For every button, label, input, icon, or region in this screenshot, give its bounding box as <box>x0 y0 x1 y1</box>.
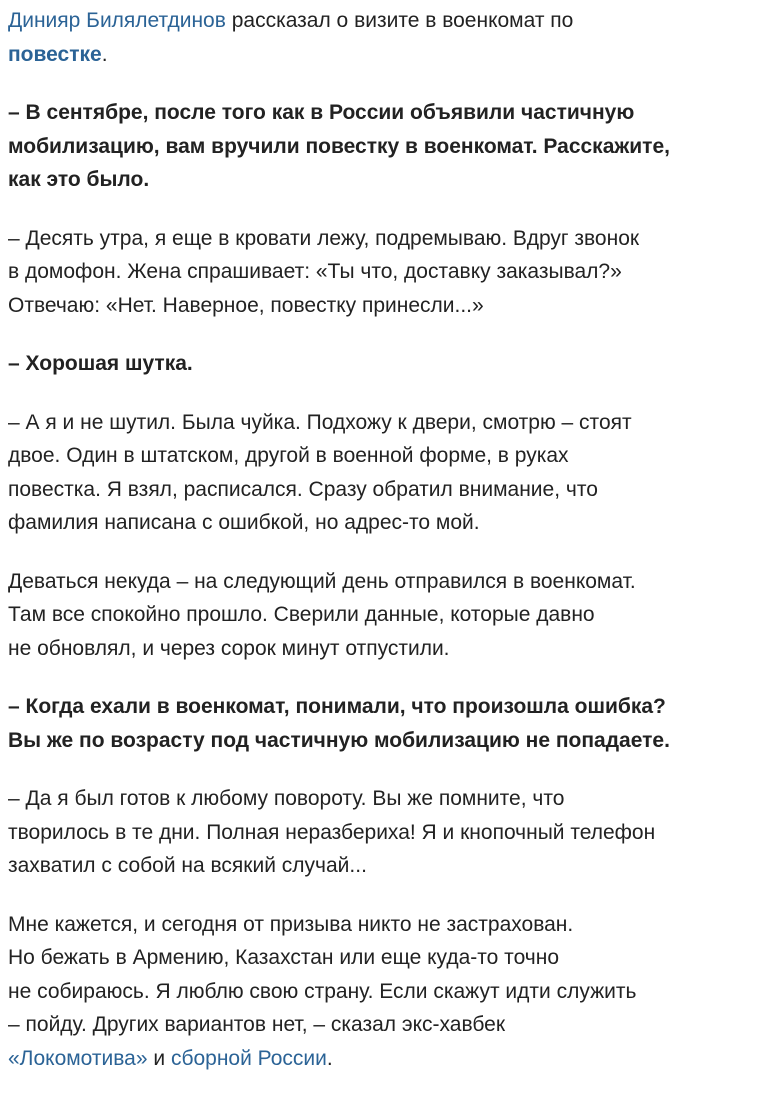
text-line: повестка. Я взял, расписался. Сразу обратил внимание, что <box>8 477 598 501</box>
text-line: творилось в те дни. Полная неразбериха! Я и кнопочный телефон <box>8 820 656 844</box>
text-line: Там все спокойно прошло. Сверили данные, которые давно <box>8 603 595 626</box>
text-line: – Когда ехали в военкомат, понимали, что произошла ошибка? <box>8 695 666 718</box>
closing-line: Мне кажется, и сегодня от призыва никто не застрахован. <box>8 912 574 936</box>
text-line: – Хорошая шутка. <box>8 352 193 375</box>
closing-line: – пойду. Других вариантов нет, – сказал экс-хавбек <box>8 1013 506 1036</box>
national-team-link[interactable]: сборной России <box>170 1046 327 1070</box>
answer-paragraph <box>8 782 760 883</box>
closing-line: Но бежать в Армению, Казахстан или еще куда-то точно <box>8 946 560 969</box>
text-line: как это было. <box>8 168 150 191</box>
text-line: – Да я был готов к любому повороту. Вы же помните, что <box>8 787 565 810</box>
intro-paragraph <box>8 4 760 71</box>
text-line: Отвечаю: «Нет. Наверное, повестку принесли...» <box>8 293 484 317</box>
intro-text: рассказал о визите в военкомат по <box>225 9 574 32</box>
answer-paragraph <box>8 406 760 540</box>
text-line: – В сентябре, после того как в России объявили частичную <box>8 101 635 124</box>
text-line: фамилия написана с ошибкой, но адрес-то мой. <box>8 511 480 534</box>
answer-paragraph <box>8 565 760 666</box>
text-line: двое. Один в штатском, другой в военной форме, в руках <box>8 444 569 467</box>
person-link[interactable]: Динияр Билялетдинов <box>8 9 226 32</box>
closing-paragraph <box>8 908 760 1076</box>
lokomotiv-link[interactable]: «Локомотива» <box>8 1046 148 1070</box>
closing-end: . <box>326 1046 333 1070</box>
text-line: Деваться некуда – на следующий день отправился в военкомат. <box>8 569 636 593</box>
text-line: в домофон. Жена спрашивает: «Ты что, доставку заказывал?» <box>8 260 622 283</box>
question-paragraph <box>8 96 760 197</box>
text-line: Вы же по возрасту под частичную мобилизацию не попадаете. <box>8 728 670 752</box>
text-line: – Десять утра, я еще в кровати лежу, подремываю. Вдруг звонок <box>8 226 640 250</box>
question-paragraph <box>8 347 760 381</box>
intro-end: . <box>101 42 108 66</box>
text-line: захватил с собой на всякий случай... <box>8 854 367 877</box>
answer-paragraph <box>8 222 760 323</box>
interview-paragraphs <box>8 96 760 883</box>
text-line: не обновлял, и через сорок минут отпустили. <box>8 636 450 660</box>
closing-line: не собираюсь. Я люблю свою страну. Если скажут идти служить <box>8 979 637 1003</box>
text-line: – А я и не шутил. Была чуйка. Подхожу к двери, смотрю – стоят <box>8 410 632 434</box>
closing-and: и <box>147 1046 171 1070</box>
summons-link[interactable]: повестке <box>8 42 102 66</box>
text-line: мобилизацию, вам вручили повестку в военкомат. Расскажите, <box>8 134 670 158</box>
question-paragraph <box>8 690 760 757</box>
